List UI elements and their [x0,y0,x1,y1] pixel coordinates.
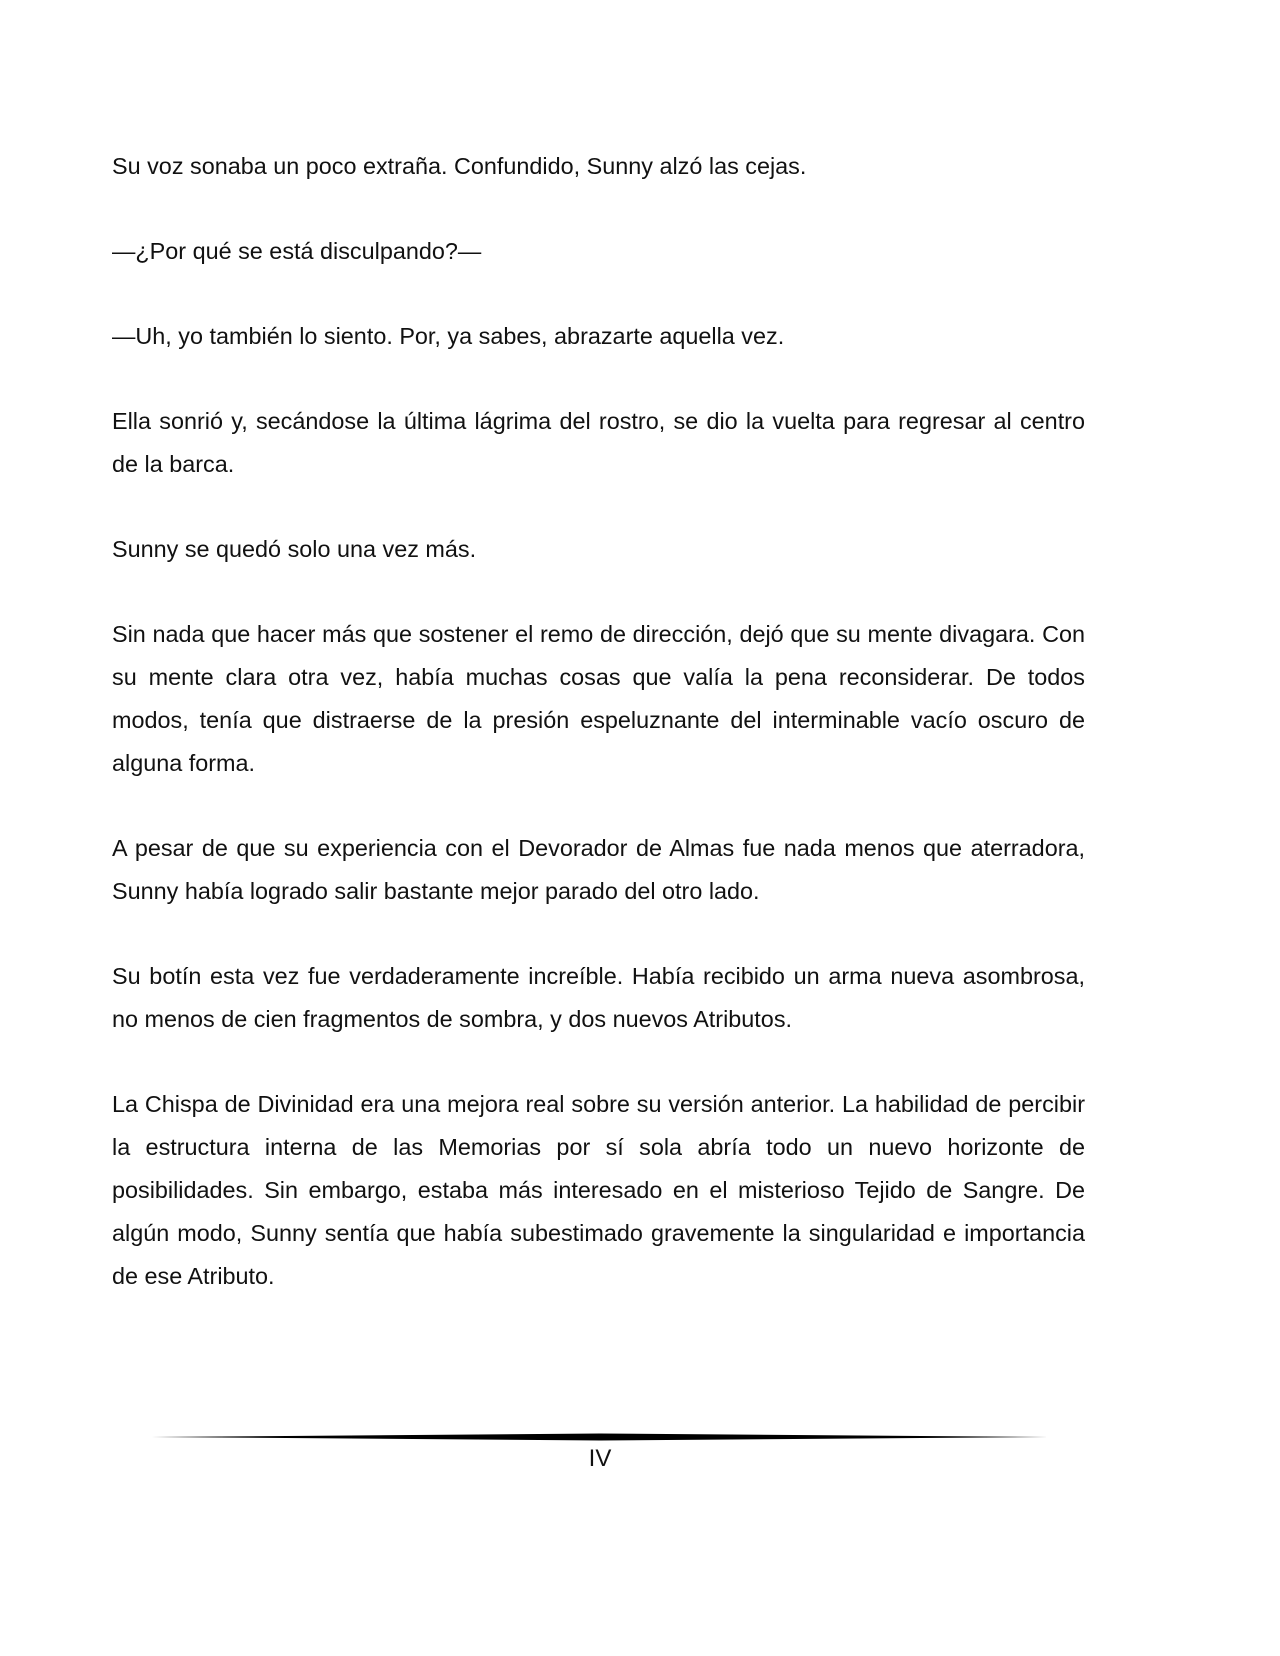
footer-divider [152,1432,1048,1442]
paragraph: La Chispa de Divinidad era una mejora real sobre su versión anterior. La habilidad de percibir la estructura interna de las Memorias por sí sola abría todo un nuevo horizonte de posibilidades. Sin embargo, estaba más interesado en el misterioso Tejido de Sangre. De algún modo, Sunny sentía que había subestimado gravemente la singularidad e importancia de ese Atributo. [112,1091,1085,1289]
paragraph: Ella sonrió y, secándose la última lágrima del rostro, se dio la vuelta para regresar al centro de la barca. [112,408,1085,477]
page-number: IV [588,1445,612,1472]
paragraph: Su botín esta vez fue verdaderamente increíble. Había recibido un arma nueva asombrosa, no menos de cien fragmentos de sombra, y dos nuevos Atributos. [112,963,1085,1032]
paragraph: Su voz sonaba un poco extraña. Confundido, Sunny alzó las cejas. [112,153,807,179]
paragraph: —¿Por qué se está disculpando?— [112,238,482,264]
paragraph: Sunny se quedó solo una vez más. [112,536,477,562]
paragraph: A pesar de que su experiencia con el Devorador de Almas fue nada menos que aterradora, Sunny había logrado salir bastante mejor parado del otro lado. [112,835,1085,904]
paragraph: Sin nada que hacer más que sostener el remo de dirección, dejó que su mente divagara. Con su mente clara otra vez, había muchas cosas que valía la pena reconsiderar. De todos modos, tenía que distraerse de la presión espeluznante del interminable vacío oscuro de alguna forma. [112,621,1085,776]
body-text [112,145,1085,1340]
paragraph: —Uh, yo también lo siento. Por, ya sabes, abrazarte aquella vez. [112,323,785,349]
